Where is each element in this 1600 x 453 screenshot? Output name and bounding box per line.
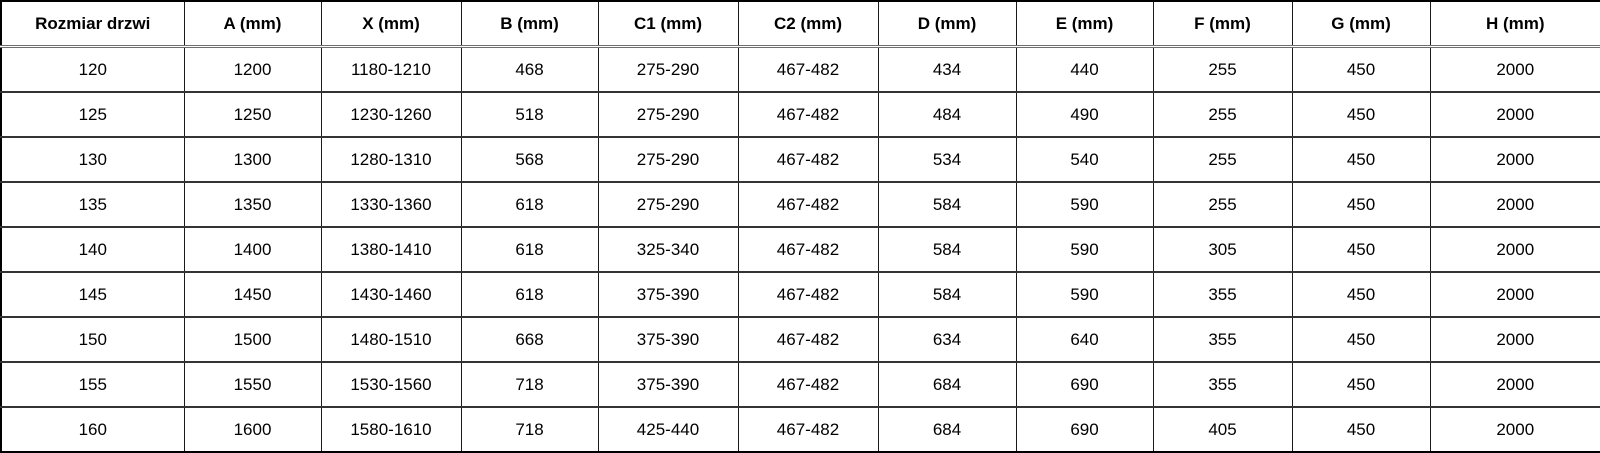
table-cell: 450 (1292, 182, 1430, 227)
table-cell: 355 (1153, 317, 1292, 362)
table-cell: 540 (1016, 137, 1153, 182)
table-cell: 484 (878, 92, 1016, 137)
table-cell: 450 (1292, 137, 1430, 182)
table-cell: 2000 (1430, 362, 1600, 407)
table-row (1, 362, 1600, 407)
table-cell: 275-290 (598, 137, 738, 182)
table-cell: 440 (1016, 47, 1153, 93)
table-row (1, 317, 1600, 362)
table-cell: 305 (1153, 227, 1292, 272)
table-cell: 140 (1, 227, 184, 272)
table-cell: 718 (461, 407, 598, 452)
table-row (1, 407, 1600, 452)
table-cell: 518 (461, 92, 598, 137)
table-cell: 1330-1360 (321, 182, 461, 227)
column-header-rozmiar-drzwi: Rozmiar drzwi (1, 1, 184, 47)
table-cell: 1180-1210 (321, 47, 461, 93)
table-cell: 668 (461, 317, 598, 362)
table-cell: 1580-1610 (321, 407, 461, 452)
table-cell: 120 (1, 47, 184, 93)
table-cell: 590 (1016, 227, 1153, 272)
table-cell: 618 (461, 182, 598, 227)
table-cell: 467-482 (738, 407, 878, 452)
table-cell: 355 (1153, 272, 1292, 317)
table-cell: 255 (1153, 92, 1292, 137)
column-header-c1-mm: C1 (mm) (598, 1, 738, 47)
table-cell: 425-440 (598, 407, 738, 452)
table-row (1, 182, 1600, 227)
column-header-x-mm: X (mm) (321, 1, 461, 47)
table-cell: 450 (1292, 317, 1430, 362)
table-cell: 534 (878, 137, 1016, 182)
table-cell: 1300 (184, 137, 321, 182)
table-cell: 584 (878, 272, 1016, 317)
table-cell: 467-482 (738, 227, 878, 272)
table-cell: 450 (1292, 92, 1430, 137)
table-cell: 450 (1292, 227, 1430, 272)
table-cell: 490 (1016, 92, 1153, 137)
table-cell: 634 (878, 317, 1016, 362)
column-header-e-mm: E (mm) (1016, 1, 1153, 47)
column-header-b-mm: B (mm) (461, 1, 598, 47)
table-cell: 255 (1153, 182, 1292, 227)
table-cell: 467-482 (738, 272, 878, 317)
table-cell: 325-340 (598, 227, 738, 272)
table-cell: 160 (1, 407, 184, 452)
table-cell: 1450 (184, 272, 321, 317)
table-cell: 1530-1560 (321, 362, 461, 407)
table-cell: 450 (1292, 362, 1430, 407)
table-cell: 2000 (1430, 272, 1600, 317)
table-cell: 150 (1, 317, 184, 362)
table-cell: 1600 (184, 407, 321, 452)
column-header-a-mm: A (mm) (184, 1, 321, 47)
table-cell: 618 (461, 272, 598, 317)
table-cell: 125 (1, 92, 184, 137)
table-cell: 690 (1016, 407, 1153, 452)
table-cell: 375-390 (598, 362, 738, 407)
table-cell: 405 (1153, 407, 1292, 452)
table-cell: 434 (878, 47, 1016, 93)
table-cell: 2000 (1430, 92, 1600, 137)
table-cell: 590 (1016, 272, 1153, 317)
table-cell: 568 (461, 137, 598, 182)
table-cell: 1350 (184, 182, 321, 227)
table-cell: 718 (461, 362, 598, 407)
table-cell: 590 (1016, 182, 1153, 227)
table-cell: 467-482 (738, 47, 878, 93)
table-cell: 155 (1, 362, 184, 407)
table-cell: 640 (1016, 317, 1153, 362)
table-body (1, 47, 1600, 453)
table-cell: 275-290 (598, 182, 738, 227)
table-cell: 467-482 (738, 317, 878, 362)
table-cell: 2000 (1430, 407, 1600, 452)
table-cell: 255 (1153, 47, 1292, 93)
table-row (1, 92, 1600, 137)
table-cell: 2000 (1430, 182, 1600, 227)
table-head (1, 1, 1600, 47)
table-cell: 375-390 (598, 272, 738, 317)
table-row (1, 137, 1600, 182)
table-cell: 684 (878, 407, 1016, 452)
table-cell: 255 (1153, 137, 1292, 182)
column-header-h-mm: H (mm) (1430, 1, 1600, 47)
table-cell: 468 (461, 47, 598, 93)
table-cell: 584 (878, 182, 1016, 227)
table-cell: 1430-1460 (321, 272, 461, 317)
table-cell: 1380-1410 (321, 227, 461, 272)
table-cell: 1200 (184, 47, 321, 93)
table-row (1, 227, 1600, 272)
table-cell: 1550 (184, 362, 321, 407)
table-header-row (1, 1, 1600, 47)
table-cell: 2000 (1430, 47, 1600, 93)
column-header-f-mm: F (mm) (1153, 1, 1292, 47)
table-cell: 2000 (1430, 137, 1600, 182)
table-cell: 450 (1292, 47, 1430, 93)
table-row (1, 272, 1600, 317)
table-cell: 467-482 (738, 182, 878, 227)
table-cell: 1280-1310 (321, 137, 461, 182)
table-cell: 135 (1, 182, 184, 227)
table-cell: 130 (1, 137, 184, 182)
table-cell: 1480-1510 (321, 317, 461, 362)
table-cell: 467-482 (738, 137, 878, 182)
table-cell: 2000 (1430, 317, 1600, 362)
table-cell: 275-290 (598, 47, 738, 93)
column-header-d-mm: D (mm) (878, 1, 1016, 47)
table-cell: 618 (461, 227, 598, 272)
table-cell: 467-482 (738, 362, 878, 407)
table-cell: 1400 (184, 227, 321, 272)
table-cell: 1230-1260 (321, 92, 461, 137)
table-cell: 450 (1292, 272, 1430, 317)
table-cell: 690 (1016, 362, 1153, 407)
table-cell: 1500 (184, 317, 321, 362)
column-header-c2-mm: C2 (mm) (738, 1, 878, 47)
table-cell: 684 (878, 362, 1016, 407)
table-cell: 584 (878, 227, 1016, 272)
table-cell: 1250 (184, 92, 321, 137)
column-header-g-mm: G (mm) (1292, 1, 1430, 47)
table-row (1, 47, 1600, 93)
table-cell: 375-390 (598, 317, 738, 362)
table-cell: 275-290 (598, 92, 738, 137)
table-cell: 467-482 (738, 92, 878, 137)
table-cell: 145 (1, 272, 184, 317)
table-cell: 450 (1292, 407, 1430, 452)
table-cell: 355 (1153, 362, 1292, 407)
table-cell: 2000 (1430, 227, 1600, 272)
